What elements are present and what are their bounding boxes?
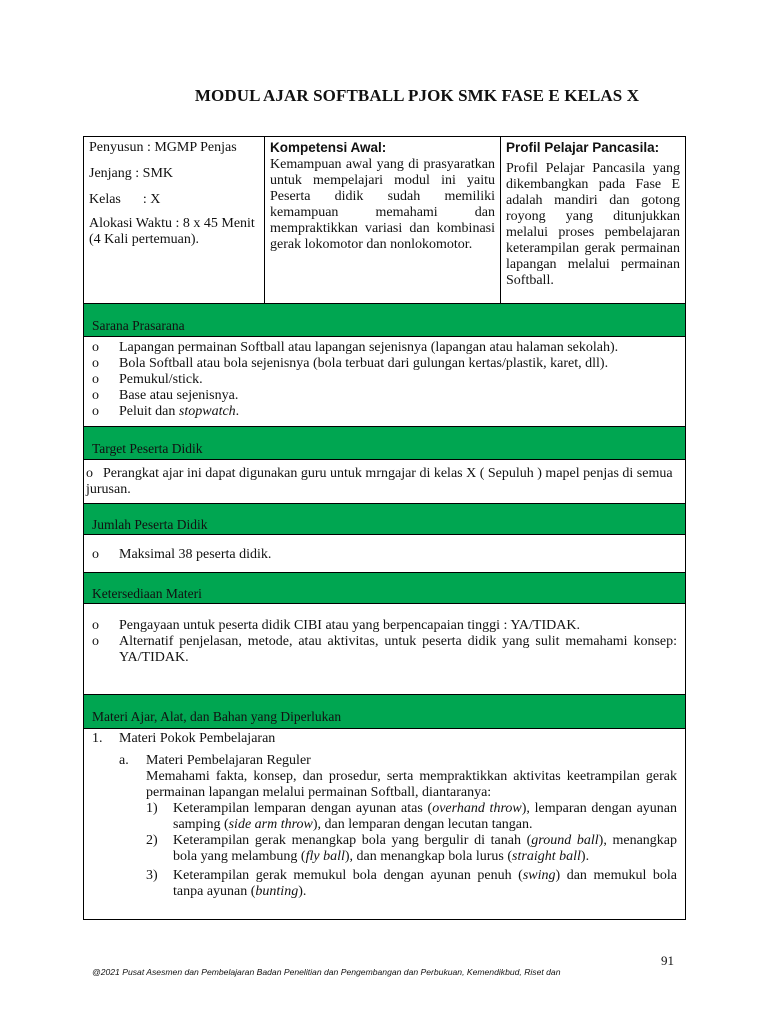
penyusun-text: Penyusun : MGMP Penjas [89,140,237,155]
list-item: o Maksimal 38 peserta didik. [92,547,677,563]
ketersediaan-list [92,618,677,666]
materi-intro: Memahami fakta, konsep, dan prosedur, serta mempraktikkan aktivitas keetrampilan gerak permainan lapangan melalui permainan Softball, diantaranya: [146,769,677,800]
page-title: MODUL AJAR SOFTBALL PJOK SMK FASE E KELAS X [194,86,640,105]
materi-header: Materi Ajar, Alat, dan Bahan yang Diperlukan [84,695,685,729]
list-item: o Base atau sejenisnya. [92,388,677,404]
ketersediaan-section [84,604,685,695]
target-header: Target Peserta Didik [84,427,685,460]
list-item: 3) Keterampilan gerak memukul bola dengan ayunan penuh (swing) dan memukul bola tanpa ayunan (bunting). [146,868,677,899]
page-number: 91 [661,953,674,968]
list-item: 1) Keterampilan lemparan dengan ayunan atas (overhand throw), lemparan dengan ayunan samping (side arm throw), dan lemparan dengan lecutan tangan. [146,801,678,832]
jumlah-header: Jumlah Peserta Didik [84,504,685,535]
copyright-footer: @2021 Pusat Asesmen dan Pembelajaran Badan Penelitian dan Pengembangan dan Perbukuan, Kemendikbud, Riset dan [92,967,561,977]
materi-pokok: Materi Pokok Pembelajaran [119,731,276,746]
kompetensi-text: Kemampuan awal yang di prasyaratkan untuk mempelajari modul ini yaitu Peserta didik sudah memiliki kemampuan memahami dan mempraktikkan variasi dan kombinasi gerak lokomotor dan nonlokomotor. [270,157,495,252]
list-item: 2) Keterampilan gerak menangkap bola yang bergulir di tanah (ground ball), menangkap bola yang melambung (fly ball), dan menangkap bola lurus (straight ball). [146,833,678,864]
list-item: o Alternatif penjelasan, metode, atau aktivitas, untuk peserta didik yang sulit memahami konsep: YA/TIDAK. [92,634,677,666]
kompetensi-heading: Kompetensi Awal: [270,140,387,155]
jumlah-section [84,535,685,573]
identity-row [84,137,685,304]
identity-cell [84,137,265,303]
sarana-list [92,340,677,420]
profil-text: Profil Pelajar Pancasila yang dikembangkan pada Fase E adalah mandiri dan gotong royong yang ditunjukkan melalui proses pembelajaran keterampilan gerak permainan lapangan melalui permainan Softball. [506,161,680,288]
kelas-text [89,192,259,208]
list-item: o Lapangan permainan Softball atau lapangan sejenisnya (lapangan atau halaman sekolah). [92,340,677,356]
profil-cell [501,137,685,303]
profil-heading: Profil Pelajar Pancasila: [506,140,660,155]
kelas-label: Kelas [89,192,121,207]
sarana-section [84,337,685,427]
module-table [83,136,686,920]
target-section [84,460,685,504]
ketersediaan-header: Ketersediaan Materi [84,573,685,604]
list-item: o Pengayaan untuk peserta didik CIBI atau yang berpencapaian tinggi : YA/TIDAK. [92,618,677,634]
list-item: o Bola Softball atau bola sejenisnya (bola terbuat dari gulungan kertas/plastik, karet, dll). [92,356,677,372]
alokasi-text: Alokasi Waktu : 8 x 45 Menit (4 Kali pertemuan). [89,216,255,247]
target-text: o Perangkat ajar ini dapat digunakan guru untuk mrngajar di kelas X ( Sepuluh ) mapel penjas di semua jurusan. [86,466,673,497]
list-item: o Pemukul/stick. [92,372,677,388]
jenjang-text: Jenjang : SMK [89,166,173,181]
kelas-value: : X [142,192,161,207]
materi-reguler: Materi Pembelajaran Reguler [146,753,311,768]
sarana-header: Sarana Prasarana [84,304,685,337]
list-item: o Peluit dan stopwatch. [92,404,677,420]
kompetensi-cell [265,137,501,303]
materi-section: 1. Materi Pokok Pembelajaran a. Materi Pembelajaran Reguler Memahami fakta, konsep, dan prosedur, serta mempraktikkan aktivitas keetrampilan gerak permainan lapangan melalui permainan Softball, diantaranya: 1) Keterampilan lemparan dengan ayunan atas (overhand throw), lemparan dengan ayunan samping (side arm throw), dan lemparan dengan lecutan tangan. 2) Keterampilan gerak menangkap bola yang bergulir di tanah (ground ball), menangkap bola yang melambung (fly ball), dan menangkap bola lurus (straight ball). 3) Keterampilan gerak memukul bola dengan ayunan penuh (swing) dan memukul bola tanpa ayunan (bunting). [92,731,678,899]
